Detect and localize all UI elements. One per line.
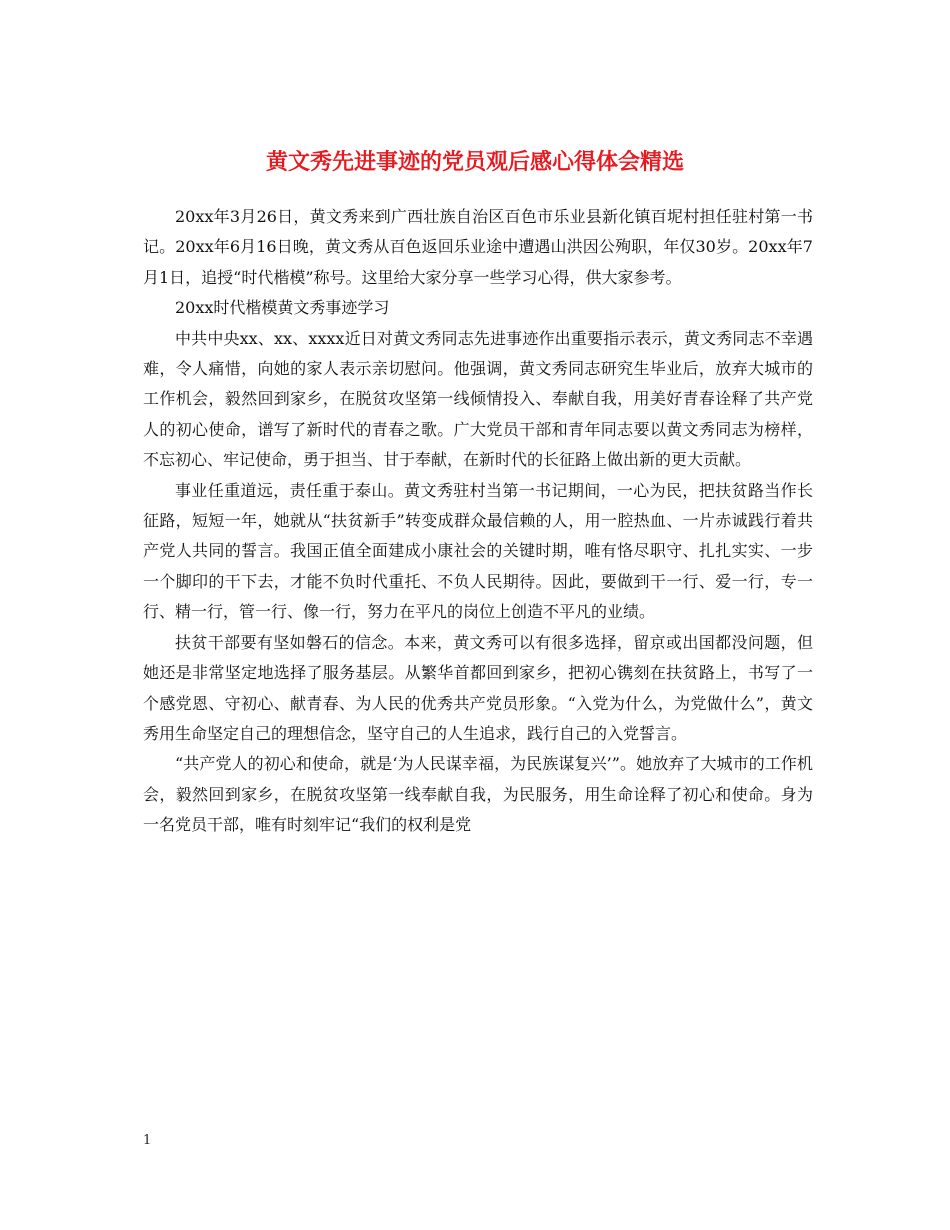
paragraph-subheading: 20xx时代楷模黄文秀事迹学习 [175,298,390,318]
paragraph-central-instruction: 中共中央xx、xx、xxxx近日对黄文秀同志先进事迹作出重要指示表示，黄文秀同志不幸遇难，令人痛惜，向她的家人表示亲切慰问。他强调，黄文秀同志研究生毕业后，放弃大城市的工作机会，毅然回到家乡，在脱贫攻坚第一线倾情投入、奉献自我，用美好青春诠释了共产党人的初心使命，谱写了新时代的青春之歌。广大党员干部和青年同志要以黄文秀同志为榜样，不忘初心、牢记使命，勇于担当、甘于奉献，在新时代的长征路上做出新的更大贡献。 [143,328,813,470]
page-number: 1 [143,1133,152,1148]
paragraph-belief: 扶贫干部要有坚如磐石的信念。本来，黄文秀可以有很多选择，留京或出国都没问题，但她还是非常坚定地选择了服务基层。从繁华首都回到家乡，把初心镌刻在扶贫路上，书写了一个感党恩、守初心、献青春、为人民的优秀共产党员形象。“入党为什么，为党做什么”，黄文秀用生命坚定自己的理想信念，坚守自己的人生追求，践行自己的入党誓言。 [143,632,813,743]
document-body [143,202,813,841]
document-title: 黄文秀先进事迹的党员观后感心得体会精选 [265,148,684,175]
paragraph-responsibility: 事业任重道远，责任重于泰山。黄文秀驻村当第一书记期间，一心为民，把扶贫路当作长征路，短短一年，她就从“扶贫新手”转变成群众最信赖的人，用一腔热血、一片赤诚践行着共产党人共同的誓言。我国正值全面建成小康社会的关键时期，唯有恪尽职守、扎扎实实、一步一个脚印的干下去，才能不负时代重托、不负人民期待。因此，要做到干一行、爱一行，专一行、精一行，管一行、像一行，努力在平凡的岗位上创造不平凡的业绩。 [143,480,813,622]
paragraph-mission: “共产党人的初心和使命，就是‘为人民谋幸福，为民族谋复兴’”。她放弃了大城市的工作机会，毅然回到家乡，在脱贫攻坚第一线奉献自我，为民服务，用生命诠释了初心和使命。身为一名党员干部，唯有时刻牢记“我们的权利是党 [143,754,813,835]
paragraph-intro: 20xx年3月26日，黄文秀来到广西壮族自治区百色市乐业县新化镇百坭村担任驻村第一书记。20xx年6月16日晚，黄文秀从百色返回乐业途中遭遇山洪因公殉职，年仅30岁。20xx年7月1日，追授“时代楷模”称号。这里给大家分享一些学习心得，供大家参考。 [143,207,813,287]
